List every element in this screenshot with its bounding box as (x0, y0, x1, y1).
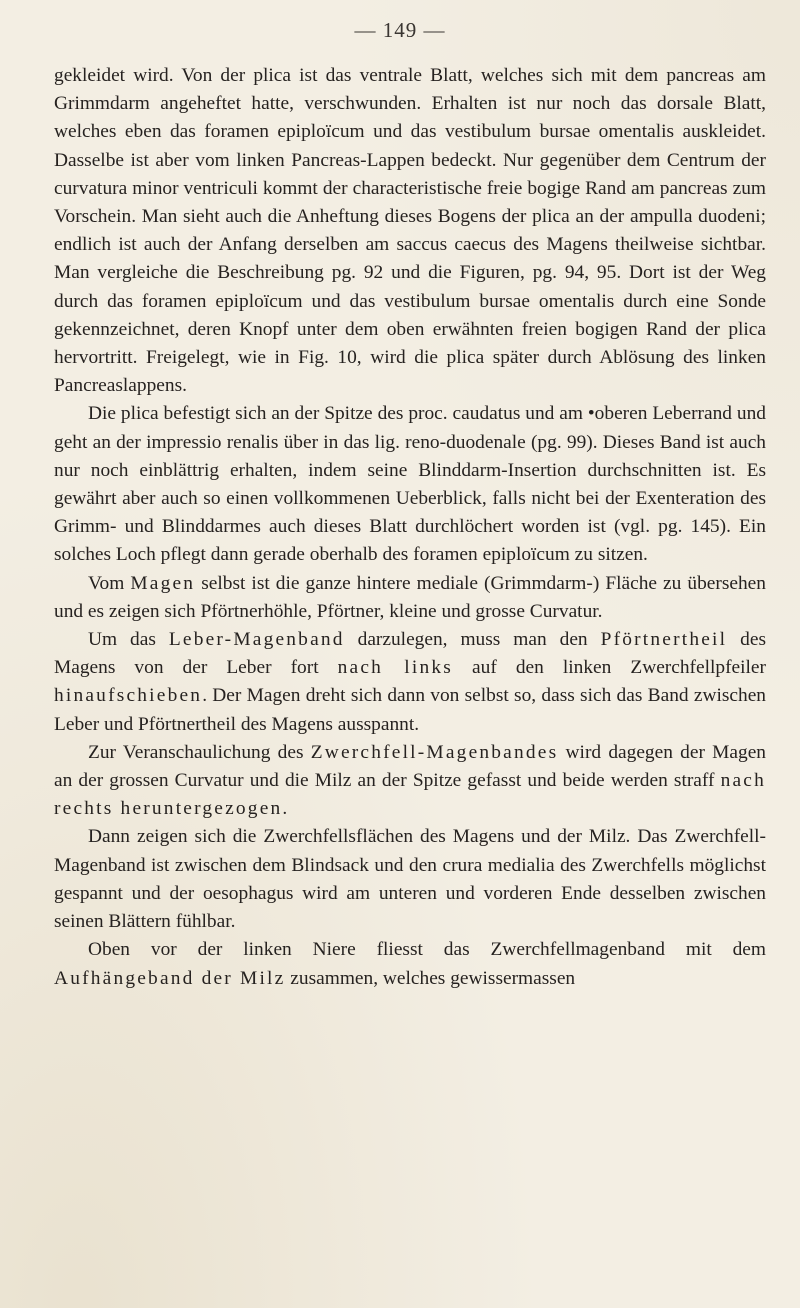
text-segment: zusammen, welches gewissermassen (285, 967, 576, 989)
text-segment: . Der Magen dreht sich dann von selbst so, dass sich das Band zwischen Leber und Pförtnertheil des Magens ausspannt. (54, 685, 766, 735)
spaced-term: Pförtnertheil (600, 629, 728, 651)
text-segment: Die plica befestigt sich an der Spitze des proc. caudatus und am •oberen Leberrand und geht an der impressio renalis über in das lig. reno-duodenale (pg. 99). Dieses Band ist auch nur noch einblättrig erhalten, indem seine Blinddarm-Insertion durchschnitten ist. Es gewährt aber auch so einen vollkommenen Ueberblick, falls nicht bei der Exenteration des Grimm- und Blinddarmes auch dieses Blatt durchlöchert worden ist (vgl. pg. 145). Ein solches Loch pflegt dann gerade oberhalb des foramen epiploïcum zu sitzen. (54, 403, 766, 566)
text-segment: des Magens von der Leber fort (54, 629, 767, 679)
page-number-header: — 149 — (354, 18, 446, 42)
paragraph-7 (54, 936, 766, 992)
paragraph-2 (54, 400, 766, 569)
spaced-term: Zwerchfell-Magenbandes (310, 741, 559, 763)
text-segment: Zur Veranschaulichung des (88, 741, 311, 763)
spaced-term: nach links (337, 657, 453, 679)
text-segment: Um das (88, 629, 169, 651)
paragraph-5 (54, 739, 766, 824)
text-segment: darzulegen, muss man den (344, 629, 601, 651)
spaced-term: Leber-Magenband (168, 629, 345, 651)
text-segment: . (282, 798, 288, 820)
text-segment: Dann zeigen sich die Zwerchfellsflächen des Magens und der Milz. Das Zwerchfell-Magenband ist zwischen dem Blindsack und den crura medialia des Zwerchfells möglichst gespannt und der oesophagus wird am unteren und vorderen Ende desselben zwischen seinen Blättern fühlbar. (54, 826, 766, 933)
spaced-term: nach rechts heruntergezogen (54, 770, 766, 820)
spaced-term: Magen (130, 572, 196, 594)
spaced-term: hinaufschieben (54, 685, 203, 707)
spaced-term: Aufhängeband der Milz (54, 967, 286, 989)
paragraph-6 (54, 823, 766, 936)
text-segment: auf den linken Zwerchfellpfeiler (452, 657, 766, 679)
body-text (54, 62, 766, 993)
paragraph-1 (54, 62, 766, 400)
paragraph-3 (54, 570, 766, 626)
text-segment: wird dagegen der Magen an der grossen Curvatur und die Milz an der Spitze gefasst und beide werden straff (54, 741, 766, 792)
text-segment: selbst ist die ganze hintere mediale (Grimmdarm-) Fläche zu übersehen und es zeigen sich Pförtnerhöhle, Pförtner, kleine und grosse Curvatur. (54, 572, 766, 622)
paragraph-4 (54, 626, 766, 739)
text-segment: Oben vor der linken Niere fliesst das Zwerchfellmagenband mit dem (88, 939, 766, 961)
text-segment: gekleidet wird. Von der plica ist das ventrale Blatt, welches sich mit dem pancreas am Grimmdarm angeheftet hatte, verschwunden. Erhalten ist nur noch das dorsale Blatt, welches eben das foramen epiploïcum und das vestibulum bursae omentalis auskleidet. Dasselbe ist aber vom linken Pancreas-Lappen bedeckt. Nur gegenüber dem Centrum der curvatura minor ventriculi kommt der characteristische freie bogige Rand am pancreas zum Vorschein. Man sieht auch die Anheftung dieses Bogens der plica an der ampulla duodeni; endlich ist auch der Anfang derselben am saccus caecus des Magens theilweise sichtbar. Man vergleiche die Beschreibung pg. 92 und die Figuren, pg. 94, 95. Dort ist der Weg durch das foramen epiploïcum und das vestibulum bursae omentalis durch eine Sonde gekennzeichnet, deren Knopf unter dem oben erwähnten freien bogigen Rand der plica hervortritt. Freigelegt, wie in Fig. 10, wird die plica später durch Ablösung des linken Pancreaslappens. (54, 65, 766, 397)
text-segment: Vom (88, 572, 131, 594)
